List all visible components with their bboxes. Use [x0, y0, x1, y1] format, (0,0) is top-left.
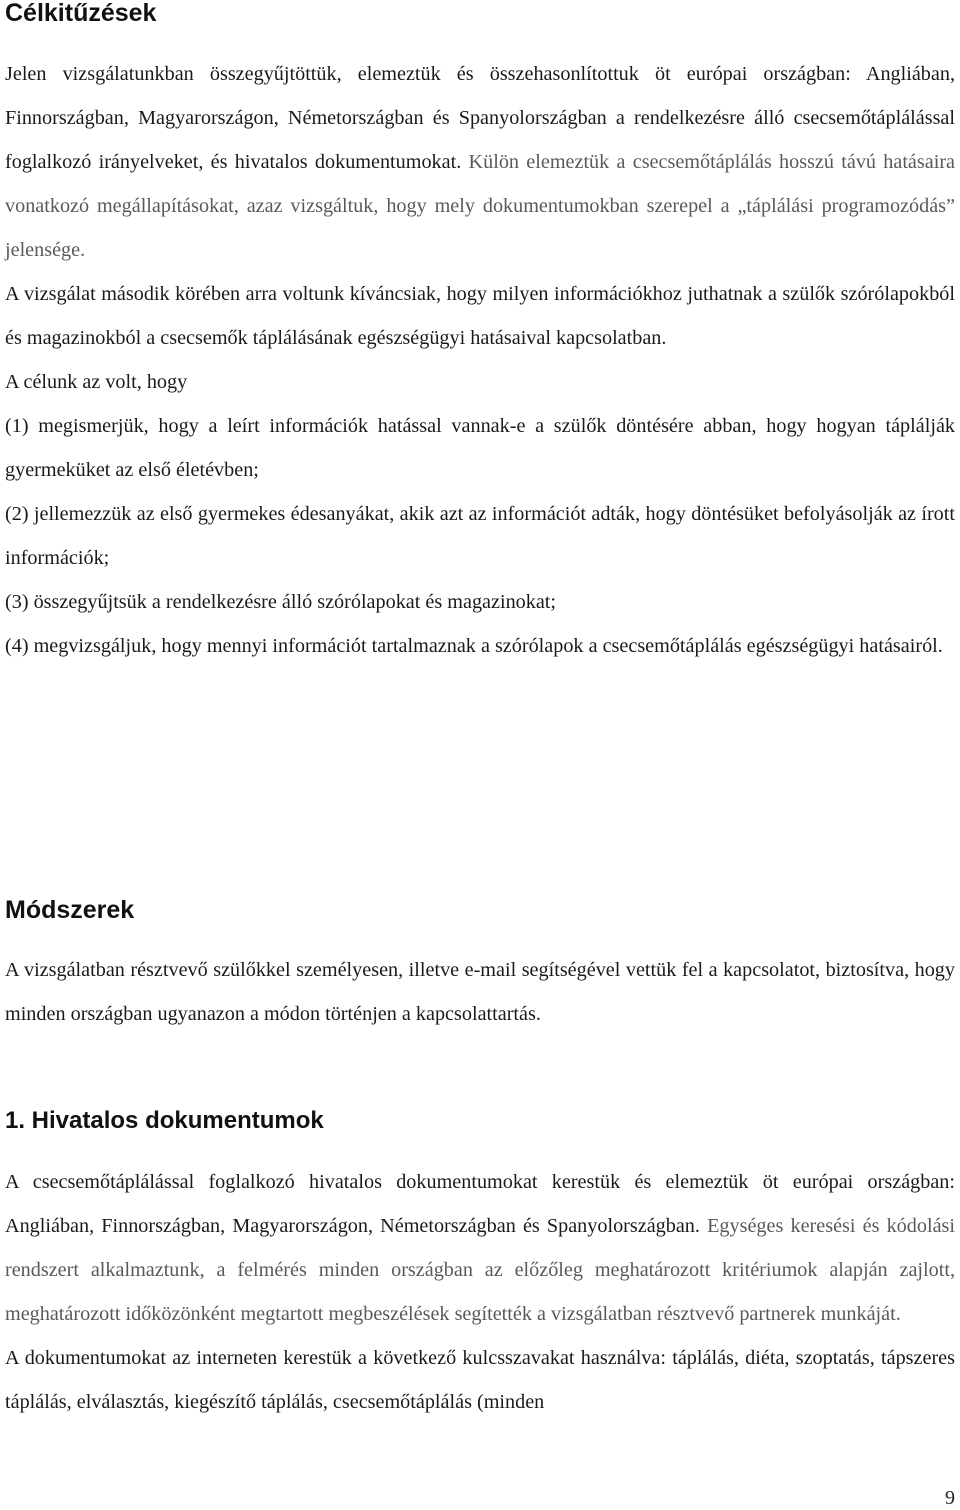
page-number: 9	[945, 1487, 955, 1509]
goal-item-4: (4) megvizsgáljuk, hogy mennyi információt tartalmaznak a szórólapok a csecsemőtáplálás egészségügyi hatásairól.	[5, 635, 943, 657]
section-title-celkituzesek: Célkitűzések	[5, 0, 157, 27]
goal-intro: A célunk az volt, hogy	[5, 371, 188, 393]
intro-paragraph	[5, 52, 955, 272]
section-body-hivatalos-dokumentumok	[5, 1160, 955, 1424]
intro-sentence: Jelen vizsgálatunkban összegyűjtöttük, elemeztük és összehasonlítottuk öt európai országban: Angliában, Finnországban, Magyarországon, Németországban és Spanyolországban a rendelkezésre álló csecsemőtáplálással foglalkozó irányelveket, és hivatalos dokumentumokat.	[5, 63, 955, 173]
section-title-modszerek: Módszerek	[5, 896, 135, 924]
intro-continuation: Külön elemeztük a csecsemőtáplálás hosszú távú hatásaira vonatkozó megállapításokat, azaz vizsgáltuk, hogy mely dokumentumokban szerepel a „táplálási programozódás” jelensége.	[5, 151, 956, 261]
section-body-modszerek	[5, 948, 955, 1036]
section-body-celkituzesek	[5, 52, 955, 668]
section-title-hivatalos-dokumentumok: 1. Hivatalos dokumentumok	[5, 1107, 324, 1134]
methods-paragraph: A vizsgálatban résztvevő szülőkkel személyesen, illetve e-mail segítségével vettük fel a kapcsolatot, biztosítva, hogy minden országban ugyanazon a módon történjen a kapcsolattartás.	[5, 959, 955, 1025]
official-docs-paragraph-1	[5, 1160, 955, 1336]
official-docs-sentence-1: A csecsemőtáplálással foglalkozó hivatalos dokumentumokat kerestük és elemeztük öt európai országban: Angliában, Finnországban, Magyarországon, Németországban és Spanyolországban.	[5, 1171, 955, 1237]
goal-item-3: (3) összegyűjtsük a rendelkezésre álló szórólapokat és magazinokat;	[5, 591, 557, 613]
official-docs-sentence-2: Egységes keresési és kódolási rendszert alkalmaztunk, a felmérés minden országban az előzőleg meghatározott kritériumok alapján zajlott, meghatározott időközönként megtartott megbeszélések segítették a vizsgálatban résztvevő partnerek munkáját.	[5, 1215, 955, 1325]
second-round-paragraph: A vizsgálat második körében arra voltunk kíváncsiak, hogy milyen információkhoz juthatnak a szülők szórólapokból és magazinokból a csecsemők táplálásának egészségügyi hatásaival kapcsolatban.	[5, 283, 955, 349]
goal-item-2: (2) jellemezzük az első gyermekes édesanyákat, akik azt az információt adták, hogy döntésüket befolyásolják az írott információk;	[5, 503, 955, 569]
goal-item-1: (1) megismerjük, hogy a leírt információk hatással vannak-e a szülők döntésére abban, hogy hogyan táplálják gyermeküket az első életévben;	[5, 415, 955, 481]
official-docs-paragraph-2: A dokumentumokat az interneten kerestük a következő kulcsszavakat használva: táplálás, diéta, szoptatás, tápszeres táplálás, elválasztás, kiegészítő táplálás, csecsemőtáplálás (minden	[5, 1347, 955, 1413]
